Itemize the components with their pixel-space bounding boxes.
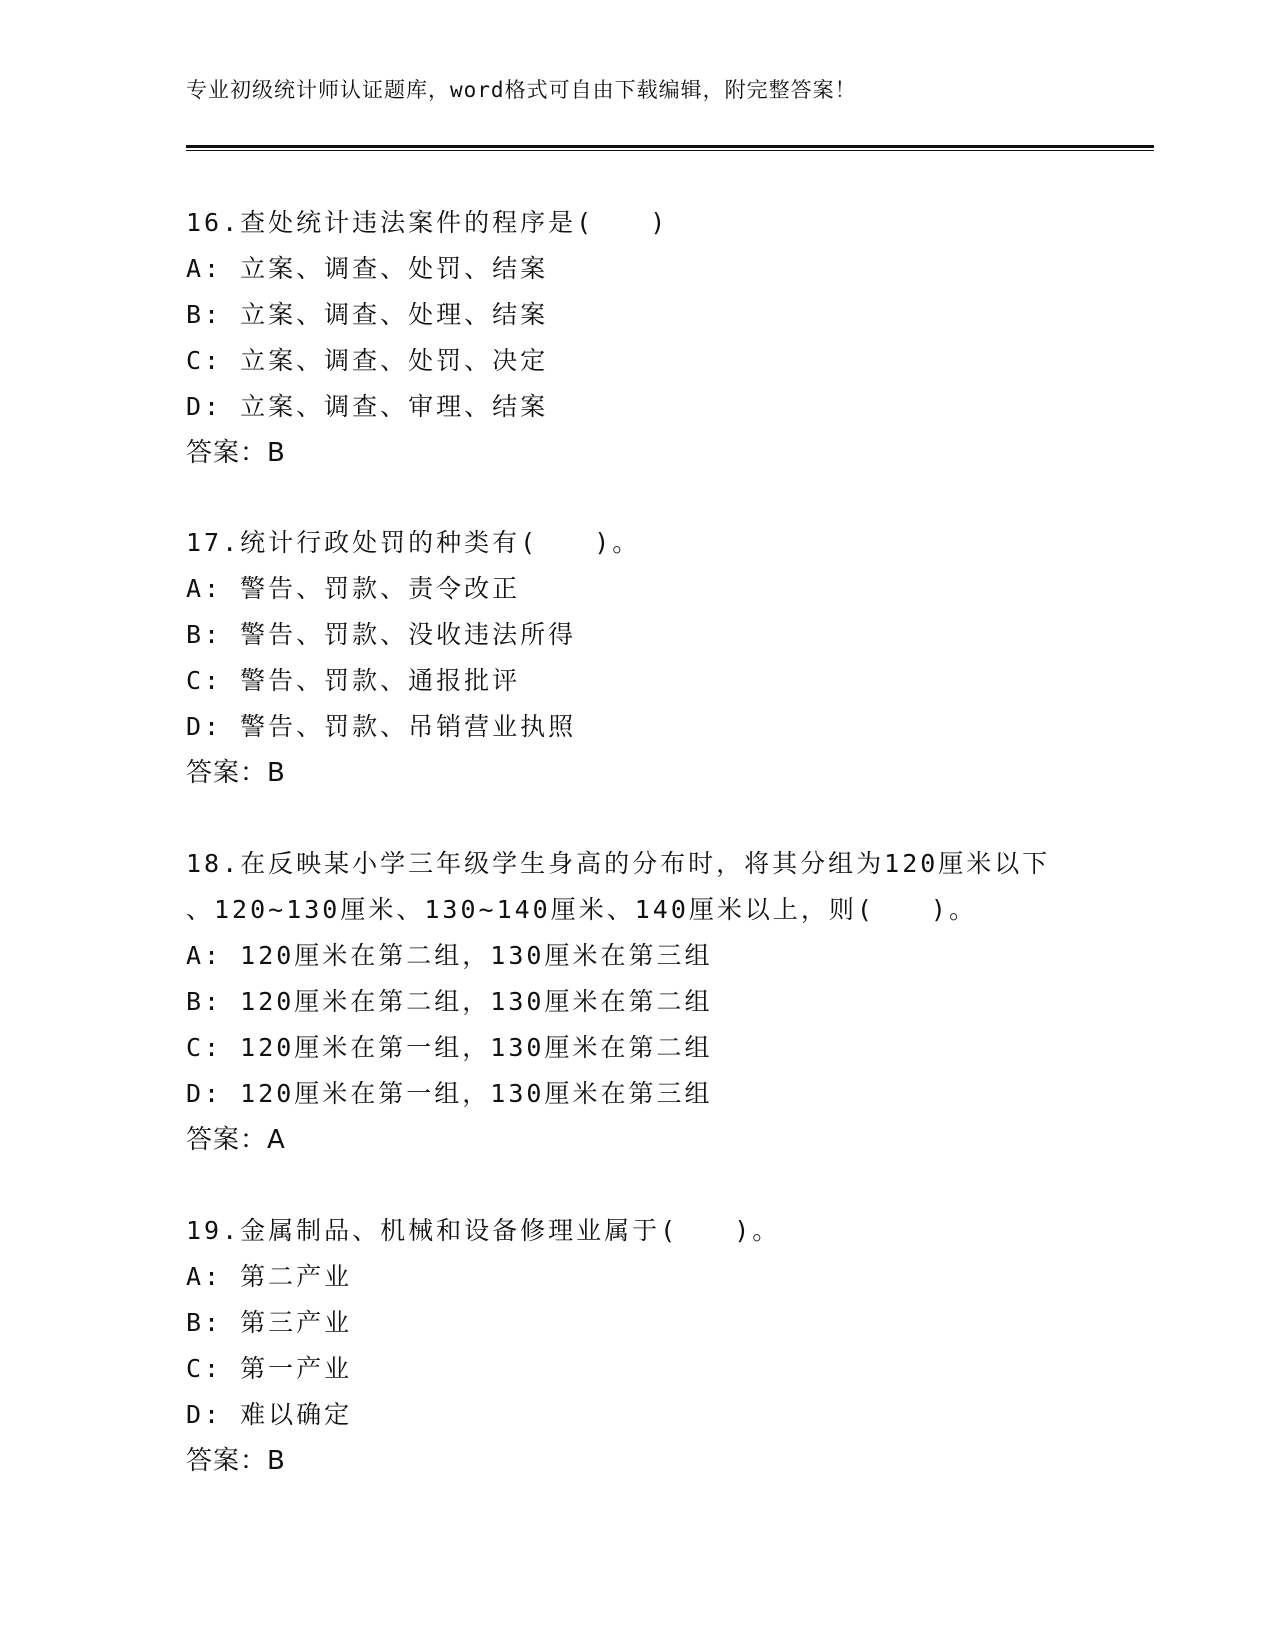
answer <box>186 1438 1086 1484</box>
answer <box>186 1117 1086 1163</box>
answer <box>186 750 1086 796</box>
answer-label: 答案： <box>186 1125 268 1155</box>
answer-label: 答案： <box>186 438 268 468</box>
question-stem-line: 18.在反映某小学三年级学生身高的分布时，将其分组为120厘米以下 <box>186 849 1051 878</box>
question-stem-line: 17.统计行政处罚的种类有( )。 <box>186 528 641 557</box>
option-d: D: 难以确定 <box>186 1400 353 1429</box>
header-rule-thick <box>186 145 1154 148</box>
question-stem <box>186 200 1086 246</box>
question-stem <box>186 841 1086 933</box>
question-16 <box>186 200 1086 476</box>
answer-value: A <box>267 1125 286 1155</box>
answer-label: 答案： <box>186 1446 268 1476</box>
option-b: B: 第三产业 <box>186 1308 353 1337</box>
answer-value: B <box>267 758 286 788</box>
option-a: A: 警告、罚款、责令改正 <box>186 574 521 603</box>
option-c: C: 警告、罚款、通报批评 <box>186 666 521 695</box>
option-a: A: 第二产业 <box>186 1262 353 1291</box>
question-stem-line: 19.金属制品、机械和设备修理业属于( )。 <box>186 1216 781 1245</box>
header-rule-thin <box>186 150 1154 151</box>
option-c: C: 第一产业 <box>186 1354 353 1383</box>
question-17 <box>186 520 1086 796</box>
option-a: A: 120厘米在第二组，130厘米在第三组 <box>186 941 713 970</box>
option-c: C: 立案、调查、处罚、决定 <box>186 346 549 375</box>
answer <box>186 430 1086 476</box>
question-18 <box>186 841 1086 1163</box>
question-stem-line: 、120~130厘米、130~140厘米、140厘米以上，则( )。 <box>186 895 977 924</box>
option-b: B: 警告、罚款、没收违法所得 <box>186 620 577 649</box>
option-b: B: 120厘米在第二组，130厘米在第二组 <box>186 987 713 1016</box>
option-c: C: 120厘米在第一组，130厘米在第二组 <box>186 1033 713 1062</box>
option-b: B: 立案、调查、处理、结案 <box>186 300 549 329</box>
answer-label: 答案： <box>186 758 268 788</box>
option-d: D: 立案、调查、审理、结案 <box>186 392 549 421</box>
question-19 <box>186 1208 1086 1484</box>
option-a: A: 立案、调查、处罚、结案 <box>186 254 549 283</box>
page-header: 专业初级统计师认证题库，word格式可自由下载编辑，附完整答案！ <box>186 78 857 102</box>
answer-value: B <box>267 438 286 468</box>
question-stem <box>186 520 1086 566</box>
answer-value: B <box>267 1446 286 1476</box>
option-d: D: 120厘米在第一组，130厘米在第三组 <box>186 1079 713 1108</box>
question-stem-line: 16.查处统计违法案件的程序是( ) <box>186 208 669 237</box>
option-d: D: 警告、罚款、吊销营业执照 <box>186 712 577 741</box>
question-stem <box>186 1208 1086 1254</box>
